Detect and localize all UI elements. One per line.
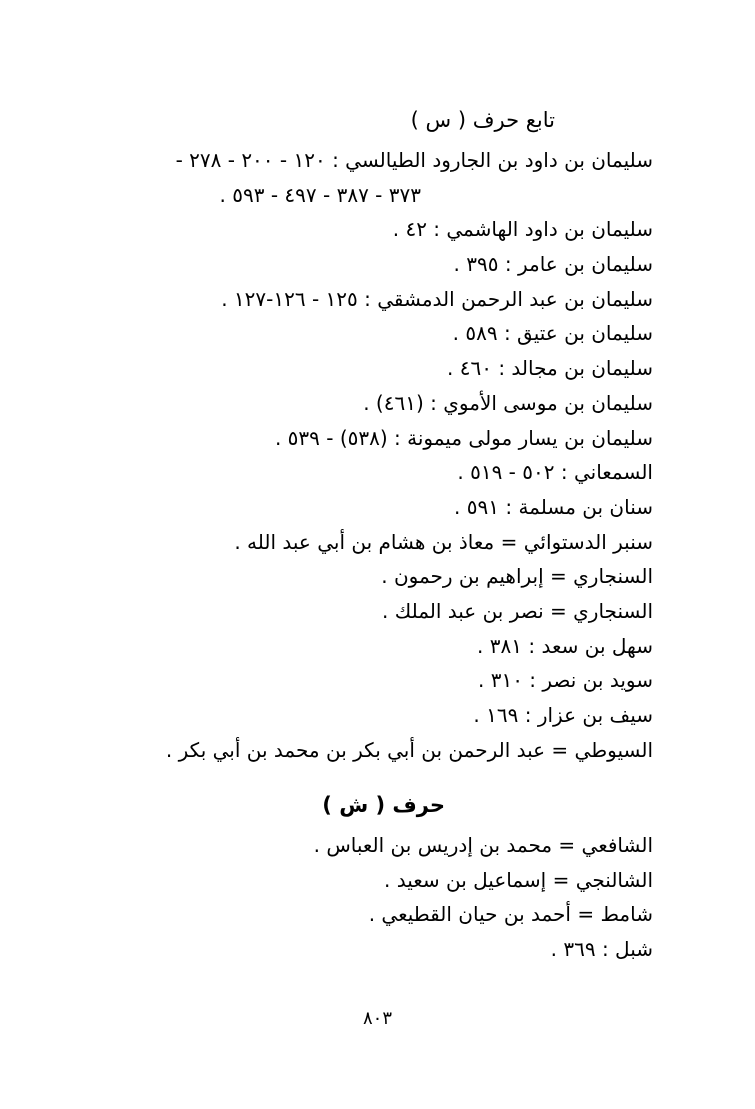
index-entry: سليمان بن عبد الرحمن الدمشقي : ١٢٥ - ١٢٦-١٢٧ . (221, 286, 653, 311)
index-entry: الشالنجي = إسماعيل بن سعيد . (383, 867, 653, 892)
index-entry: سليمان بن مجالد : ٤٦٠ . (447, 356, 653, 381)
index-entry: السمعاني : ٥٠٢ - ٥١٩ . (457, 460, 653, 485)
index-list-shin (93, 828, 653, 967)
index-entry: سليمان بن عامر : ٣٩٥ . (453, 252, 653, 277)
index-entry-continuation: ٣٧٣ - ٣٨٧ - ٤٩٧ - ٥٩٣ . (219, 182, 421, 207)
index-entry: سليمان بن عتيق : ٥٨٩ . (452, 321, 653, 346)
section-heading-shin: حرف ( ش ) (322, 793, 445, 817)
index-entry: سليمان بن داود بن الجارود الطيالسي : ١٢٠ - ٢٠٠ - ٢٧٨ - (175, 148, 653, 172)
index-entry: السيوطي = عبد الرحمن بن أبي بكر بن محمد بن أبي بكر . (165, 737, 653, 762)
index-entry: سليمان بن يسار مولى ميمونة : (٥٣٨) - ٥٣٩ . (274, 425, 653, 450)
index-entry: سنان بن مسلمة : ٥٩١ . (454, 494, 653, 519)
index-entry: سويد بن نصر : ٣١٠ . (477, 668, 653, 693)
index-entry: شبل : ٣٦٩ . (550, 937, 653, 962)
index-entry: سيف بن عزار : ١٦٩ . (473, 703, 653, 727)
index-entry: سهل بن سعد : ٣٨١ . (477, 633, 653, 658)
index-list-sin (93, 143, 653, 767)
index-entry: الشافعي = محمد بن إدريس بن العباس . (313, 833, 653, 857)
index-entry: شامط = أحمد بن حيان القطيعي . (368, 902, 653, 927)
page-number: ٨٠٣ (362, 1008, 392, 1029)
index-entry: السنجاري = نصر بن عبد الملك . (382, 598, 653, 623)
index-entry: سنبر الدستوائي = معاذ بن هشام بن أبي عبد الله . (234, 529, 653, 554)
section-heading-sin: تابع حرف ( س ) (410, 108, 555, 132)
index-entry: سليمان بن موسى الأموي : (٤٦١) . (363, 390, 653, 415)
index-entry: السنجاري = إبراهيم بن رحمون . (381, 564, 653, 589)
index-entry: سليمان بن داود الهاشمي : ٤٢ . (392, 217, 653, 242)
